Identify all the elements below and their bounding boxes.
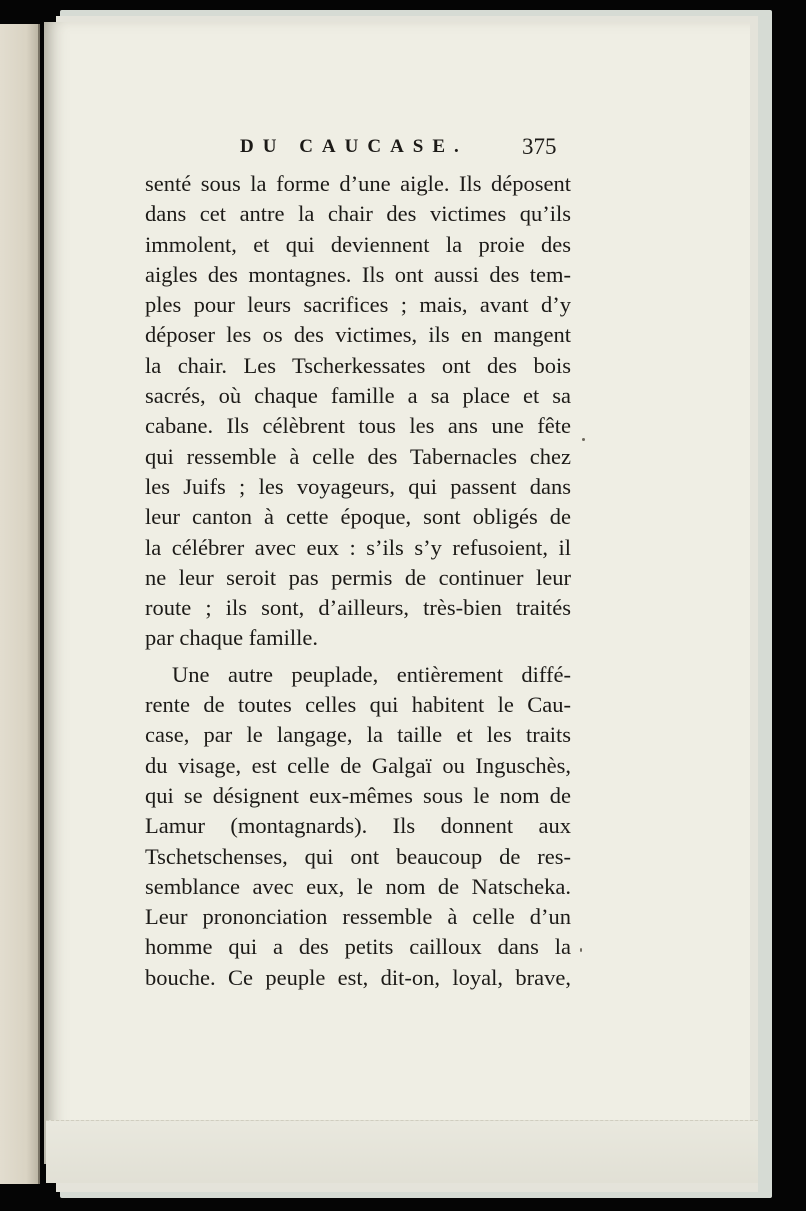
paragraph — [145, 169, 571, 654]
text-line: Lamur (montagnards). Ils donnent aux — [145, 813, 571, 839]
page-number: 375 — [522, 134, 557, 159]
text-line: immolent, et qui deviennent la proie des — [145, 231, 571, 257]
text-line: les Juifs ; les voyageurs, qui passent dans — [145, 473, 571, 499]
paper-speck — [580, 948, 582, 952]
text-line: dans cet antre la chair des victimes qu’ils — [145, 201, 571, 227]
text-line: aigles des montagnes. Ils ont aussi des tem- — [145, 261, 571, 287]
text-line: rente de toutes celles qui habitent le Cau- — [145, 692, 571, 718]
text-line: leur canton à cette époque, sont obligés de — [145, 504, 571, 530]
facing-page-edge — [0, 24, 40, 1184]
body-text — [145, 169, 571, 993]
text-line: du visage, est celle de Galgaï ou Inguschès, — [145, 752, 571, 778]
text-line: senté sous la forme d’une aigle. Ils déposent — [145, 171, 571, 196]
text-line: semblance avec eux, le nom de Natscheka. — [145, 873, 571, 899]
running-head: DU CAUCASE. — [240, 136, 468, 157]
text-line: la chair. Les Tscherkessates ont des bois — [145, 352, 571, 378]
text-line: ne leur seroit pas permis de continuer leur — [145, 564, 571, 590]
text-line: ples pour leurs sacrifices ; mais, avant d’y — [145, 292, 571, 318]
text-line: qui ressemble à celle des Tabernacles chez — [145, 443, 571, 469]
text-line: homme qui a des petits cailloux dans la — [145, 934, 571, 960]
paragraph — [145, 660, 571, 993]
page-deckle-edge — [46, 1120, 758, 1183]
text-line: Leur prononciation ressemble à celle d’un — [145, 904, 571, 930]
text-line: sacrés, où chaque famille a sa place et sa — [145, 383, 571, 409]
text-line: par chaque famille. — [145, 625, 319, 651]
text-line: la célébrer avec eux : s’ils s’y refusoient, il — [145, 534, 571, 560]
text-line: route ; ils sont, d’ailleurs, très-bien traités — [145, 595, 571, 621]
text-line: Une autre peuplade, entièrement diffé- — [172, 661, 571, 687]
text-line: déposer les os des victimes, ils en mangent — [145, 322, 571, 348]
text-line: bouche. Ce peuple est, dit-on, loyal, brave, — [145, 964, 571, 990]
text-line: case, par le langage, la taille et les traits — [145, 722, 571, 748]
text-line: cabane. Ils célèbrent tous les ans une fête — [145, 413, 571, 439]
text-line: Tschetschenses, qui ont beaucoup de res- — [145, 843, 571, 869]
paper-speck — [582, 438, 585, 441]
text-line: qui se désignent eux-mêmes sous le nom de — [145, 782, 571, 808]
